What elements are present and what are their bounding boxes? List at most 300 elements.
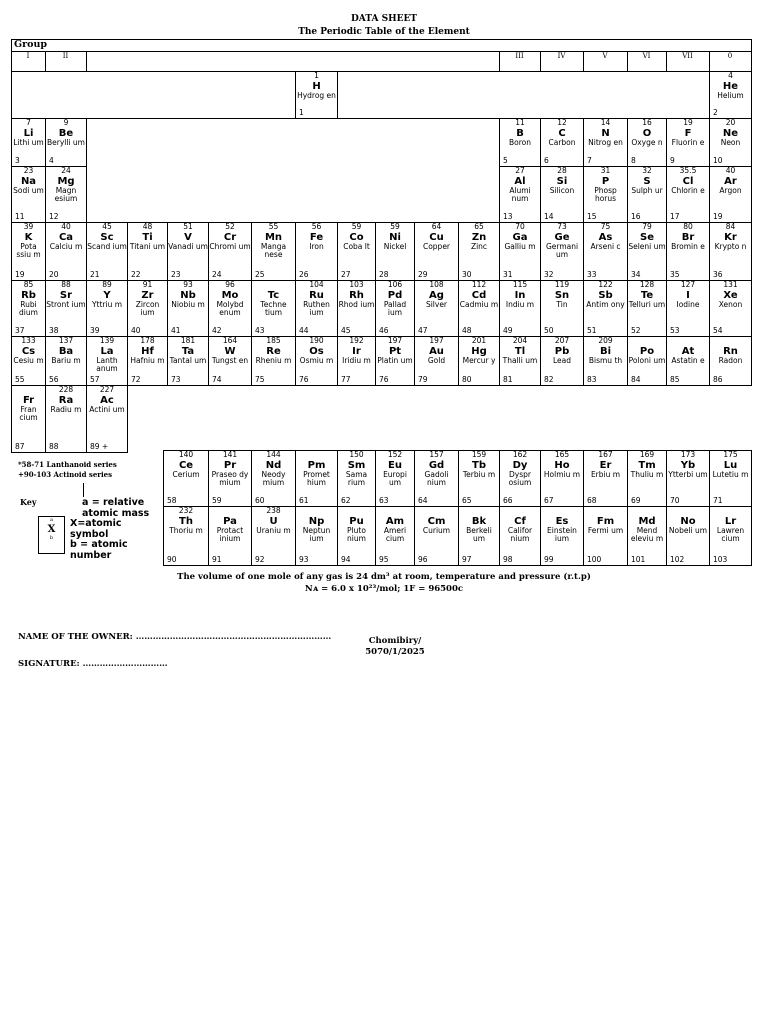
element-symbol: Li (23, 127, 34, 139)
element-cell (666, 118, 710, 167)
element-name: Molybd enum (216, 299, 244, 317)
atomic-number: 101 (631, 554, 646, 564)
page-subtitle: The Periodic Table of the Element (298, 27, 470, 37)
atomic-number: 76 (379, 374, 389, 384)
element-symbol: Cf (514, 515, 526, 527)
element-mass (296, 507, 337, 516)
atomic-number: 22 (131, 269, 141, 279)
element-mass (628, 337, 666, 346)
key-legend-a: a = relative atomic mass (82, 497, 150, 519)
element-name: Lawren cium (716, 525, 745, 543)
element-cell (414, 280, 459, 337)
element-name: Scand ium (87, 241, 127, 251)
element-symbol: As (598, 231, 613, 243)
element-mass: 85 (23, 280, 34, 289)
element-mass: 35.5 (679, 166, 697, 175)
element-name: Sulph ur (631, 185, 663, 195)
element-mass: 228 (58, 385, 74, 394)
element-mass: 165 (554, 450, 570, 459)
element-mass: 80 (683, 222, 693, 231)
element-mass: 140 (178, 450, 194, 459)
element-symbol: Ne (722, 127, 739, 139)
element-symbol: Ga (512, 231, 528, 243)
element-mass: 24 (61, 166, 71, 175)
element-mass: 93 (183, 280, 193, 289)
element-name: Cerium (172, 469, 200, 479)
element-mass: 115 (512, 280, 528, 289)
element-symbol: Rh (349, 289, 364, 301)
element-name: Stront ium (46, 299, 86, 309)
element-name: Actini um (89, 404, 125, 414)
element-name: Praseo dy mium (211, 469, 249, 487)
element-mass: 91 (142, 280, 153, 289)
element-symbol: Zr (141, 289, 154, 301)
element-cell (167, 336, 209, 386)
atomic-number: 8 (631, 155, 636, 165)
element-symbol: Dy (512, 459, 528, 471)
element-cell (627, 118, 667, 167)
element-name: Sodi um (13, 185, 44, 195)
atomic-number: 73 (171, 374, 181, 384)
element-name: Argon (719, 185, 742, 195)
element-mass: 59 (390, 222, 400, 231)
element-cell (540, 336, 584, 386)
element-cell (375, 280, 415, 337)
element-symbol: Ru (309, 289, 324, 301)
atomic-number: 70 (670, 495, 680, 505)
element-name: Galliu m (504, 241, 536, 251)
element-name: Germani um (545, 241, 579, 259)
element-name: Erbiu m (590, 469, 621, 479)
element-mass: 209 (598, 336, 613, 345)
atomic-number: 82 (544, 374, 554, 384)
atomic-number: 28 (379, 269, 389, 279)
element-mass: 27 (515, 166, 525, 175)
element-name: Silicon (549, 185, 575, 195)
element-name: Protact inium (216, 525, 244, 543)
atomic-number: 66 (503, 495, 513, 505)
atomic-number: 5 (503, 155, 508, 165)
element-mass: 103 (349, 280, 364, 289)
element-cell (458, 280, 500, 337)
element-mass: 207 (554, 336, 570, 345)
element-mass: 64 (431, 222, 442, 231)
element-name: Magn esium (54, 185, 78, 203)
atomic-number: 94 (341, 554, 351, 564)
atomic-number: 24 (212, 269, 222, 279)
element-name: Fermi um (587, 525, 624, 535)
atomic-number: 99 (544, 554, 554, 564)
gas-volume-note: The volume of one mole of any gas is 24 dm³ at room, temperature and pressure (r.t.p) (177, 572, 591, 582)
element-mass: 40 (725, 166, 736, 175)
element-cell (458, 506, 500, 566)
element-mass: 1 (314, 71, 319, 80)
element-name: Oxyge n (631, 137, 663, 147)
element-cell (11, 222, 46, 281)
element-cell (709, 71, 752, 119)
element-symbol: Lr (724, 515, 737, 527)
atomic-number: 45 (341, 325, 351, 335)
element-symbol: Ac (100, 394, 114, 406)
element-name: Antim ony (586, 299, 625, 309)
element-symbol: Tm (638, 459, 656, 471)
element-mass: 16 (642, 118, 652, 127)
element-cell (666, 450, 710, 507)
element-cell (583, 118, 628, 167)
element-symbol: Nd (265, 459, 282, 471)
atomic-number: 85 (670, 374, 680, 384)
element-name: Fluorin e (671, 137, 705, 147)
atomic-number: 9 (670, 155, 675, 165)
element-name: Tungst en (211, 355, 249, 365)
element-symbol: Ra (58, 394, 74, 406)
atomic-number: 27 (341, 269, 351, 279)
atomic-number: 39 (90, 325, 100, 335)
element-cell (540, 166, 584, 223)
atomic-number: 13 (503, 211, 513, 221)
atomic-number: 35 (670, 269, 680, 279)
element-mass: 45 (102, 222, 112, 231)
atomic-number: 97 (462, 554, 472, 564)
element-mass: 190 (309, 336, 324, 345)
element-symbol: Cl (682, 175, 694, 187)
element-mass: 144 (266, 450, 281, 459)
atomic-number: 96 (418, 554, 428, 564)
element-name: Lead (552, 355, 572, 365)
element-cell (167, 222, 209, 281)
atomic-number: 11 (15, 211, 25, 221)
element-name: Terbiu m (462, 469, 496, 479)
element-symbol: Bk (471, 515, 487, 527)
atomic-number: 7 (587, 155, 592, 165)
element-symbol: Cm (427, 515, 446, 527)
element-name: Krypto n (714, 241, 747, 251)
group-divider (86, 51, 87, 72)
atomic-number: 60 (255, 495, 265, 505)
atomic-number: 91 (212, 554, 222, 564)
element-cell (627, 280, 667, 337)
element-symbol: Cd (471, 289, 487, 301)
element-name: Neody mium (261, 469, 286, 487)
element-cell (666, 222, 710, 281)
element-mass: 4 (728, 71, 733, 80)
signature-field[interactable]: SIGNATURE: ………………………… (18, 659, 168, 669)
element-cell (583, 222, 628, 281)
element-name: Cesiu m (13, 355, 44, 365)
element-name: Mercur y (462, 355, 496, 365)
element-mass (415, 507, 458, 516)
element-name: Calciu m (49, 241, 83, 251)
element-cell (627, 222, 667, 281)
atomic-number: 80 (462, 374, 472, 384)
atomic-number: 41 (171, 325, 181, 335)
atomic-number: 62 (341, 495, 351, 505)
element-mass: 75 (600, 222, 611, 231)
element-name: Radiu m (50, 404, 82, 414)
element-mass: 28 (557, 166, 567, 175)
element-mass: 112 (471, 280, 487, 289)
element-name: Techne tium (260, 299, 287, 317)
key-pointer-line (83, 483, 84, 497)
atomic-number: 14 (544, 211, 554, 221)
element-cell (127, 336, 168, 386)
atomic-number: 49 (503, 325, 513, 335)
element-name: Boron (509, 137, 531, 147)
atomic-number: 90 (167, 554, 177, 564)
key-legend-x: X=atomic symbol (70, 518, 122, 540)
element-symbol: S (643, 175, 651, 187)
element-mass: 48 (142, 222, 153, 231)
element-symbol: Pb (554, 345, 570, 357)
element-name: Chromi um (209, 241, 251, 251)
element-name: Zircon ium (135, 299, 160, 317)
element-mass (584, 507, 627, 516)
element-name: Seleni um (628, 241, 666, 251)
element-cell (583, 450, 628, 507)
key-label: Key (20, 497, 37, 507)
element-cell (208, 450, 252, 507)
element-cell (208, 506, 252, 566)
element-cell (45, 280, 87, 337)
element-mass (12, 386, 45, 395)
element-name: Nickel (383, 241, 407, 251)
group-label: Group (14, 39, 48, 50)
atomic-number: 32 (544, 269, 554, 279)
atomic-number: 40 (131, 325, 141, 335)
element-name: Copper (422, 241, 451, 251)
element-symbol: Nb (180, 289, 196, 301)
element-symbol: Fe (309, 231, 324, 243)
element-name: Bromin e (671, 241, 705, 251)
key-box-a: a (50, 517, 53, 523)
element-cell (163, 450, 209, 507)
element-symbol: Pu (349, 515, 364, 527)
element-mass: 11 (515, 118, 525, 127)
element-name: Rubi dium (19, 299, 38, 317)
element-mass (710, 337, 751, 346)
element-name: Neon (720, 137, 741, 147)
element-name: Thuliu m (630, 469, 664, 479)
element-mass: 232 (178, 506, 194, 515)
element-mass: 23 (23, 166, 34, 175)
element-name: Holmiu m (543, 469, 581, 479)
atomic-number: 51 (587, 325, 597, 335)
element-symbol: Ba (58, 345, 74, 357)
element-cell (11, 280, 46, 337)
element-symbol: Si (556, 175, 568, 187)
atomic-number: 95 (379, 554, 389, 564)
element-cell (45, 118, 87, 167)
element-mass: 32 (642, 166, 652, 175)
atomic-number: 86 (713, 374, 723, 384)
element-symbol: Tc (267, 289, 280, 301)
element-cell (583, 506, 628, 566)
element-mass: 192 (349, 336, 364, 345)
element-mass: 84 (725, 222, 736, 231)
atomic-number: 3 (15, 155, 20, 165)
atomic-number: 52 (631, 325, 641, 335)
element-symbol: Bi (599, 345, 612, 357)
element-cell (86, 385, 128, 453)
element-name: Telluri um (628, 299, 666, 309)
element-name: Poloni um (628, 355, 666, 365)
atomic-number: 29 (418, 269, 428, 279)
element-mass (541, 507, 583, 516)
element-symbol: Ar (724, 175, 737, 187)
element-symbol: Am (385, 515, 405, 527)
element-mass: 55 (268, 222, 279, 231)
element-mass: 238 (266, 506, 281, 515)
element-mass: 104 (309, 280, 324, 289)
group-number: 0 (727, 52, 733, 60)
atomic-number: 16 (631, 211, 641, 221)
element-cell (11, 385, 46, 453)
element-symbol: Rb (21, 289, 36, 301)
element-cell (540, 280, 584, 337)
element-cell (295, 71, 338, 119)
element-cell (337, 336, 376, 386)
atomic-number: 61 (299, 495, 309, 505)
element-mass (628, 507, 666, 516)
element-name: Lanth anum (96, 355, 118, 373)
element-symbol: B (516, 127, 524, 139)
element-cell (414, 450, 459, 507)
element-mass: 175 (723, 450, 738, 459)
element-name: Pluto nium (347, 525, 366, 543)
element-symbol: Es (555, 515, 569, 527)
period1-frame (11, 71, 752, 119)
element-cell (11, 118, 46, 167)
element-cell (375, 336, 415, 386)
element-mass: 14 (600, 118, 611, 127)
owner-name-field[interactable]: NAME OF THE OWNER: …………………………………………………………… (18, 632, 332, 642)
element-name: Niobiu m (171, 299, 205, 309)
element-name: Alumi num (509, 185, 531, 203)
element-cell (583, 336, 628, 386)
page-title: DATA SHEET (350, 14, 418, 24)
element-mass (338, 507, 375, 516)
element-mass: 79 (642, 222, 652, 231)
element-name: Gadoli nium (424, 469, 449, 487)
atomic-number: 25 (255, 269, 265, 279)
atomic-number: 42 (212, 325, 222, 335)
element-mass: 128 (639, 280, 655, 289)
element-cell (45, 222, 87, 281)
element-name: Yttriu m (91, 299, 123, 309)
element-symbol: Ho (554, 459, 570, 471)
element-symbol: Kr (724, 231, 737, 243)
element-name: Osmiu m (299, 355, 334, 365)
atomic-number: 55 (15, 374, 25, 384)
element-mass (376, 507, 414, 516)
element-name: Uraniu m (256, 525, 291, 535)
paper-code-line2: 5070/1/2025 (365, 647, 425, 657)
atomic-number: 57 (90, 374, 100, 384)
element-symbol: Sr (59, 289, 73, 301)
element-symbol: Np (308, 515, 325, 527)
element-symbol: He (722, 80, 739, 92)
atomic-number: 10 (713, 155, 723, 165)
element-cell (86, 222, 128, 281)
key-box-x: X (47, 524, 56, 535)
lanthanoid-note: *58-71 Lanthanoid series (18, 460, 117, 469)
element-symbol: N (601, 127, 610, 139)
paper-code-line1: Chomibiry/ (368, 636, 422, 646)
element-name: Coba lt (343, 241, 370, 251)
group-number: III (515, 52, 524, 60)
element-name: Gold (427, 355, 446, 365)
element-mass: 197 (387, 336, 403, 345)
atomic-number: 44 (299, 325, 309, 335)
element-symbol: La (100, 345, 114, 357)
element-mass (710, 507, 751, 516)
element-symbol: Th (179, 515, 193, 527)
element-symbol: V (184, 231, 192, 243)
element-cell (709, 450, 752, 507)
element-name: Berkeli um (466, 525, 492, 543)
element-cell (337, 222, 376, 281)
atomic-number: 100 (587, 554, 602, 564)
atomic-number: 50 (544, 325, 554, 335)
element-symbol: Pt (388, 345, 402, 357)
element-symbol: Eu (388, 459, 402, 471)
element-mass: 20 (725, 118, 736, 127)
atomic-number: 38 (49, 325, 59, 335)
atomic-number: 43 (255, 325, 265, 335)
element-symbol: F (684, 127, 692, 139)
element-mass: 52 (225, 222, 235, 231)
element-symbol: Mo (221, 289, 239, 301)
group-number: IV (557, 52, 566, 60)
atomic-number: 84 (631, 374, 641, 384)
element-mass: 227 (99, 385, 115, 394)
element-name: Hafniu m (130, 355, 165, 365)
element-symbol: Tb (472, 459, 486, 471)
element-symbol: Be (58, 127, 74, 139)
element-name: Rhod ium (338, 299, 375, 309)
element-symbol: Mg (57, 175, 75, 187)
atomic-number: 93 (299, 554, 309, 564)
element-name: Platin um (377, 355, 413, 365)
constants-note: Nᴀ = 6.0 x 10²³/mol; 1F = 96500c (304, 584, 464, 594)
element-cell (251, 336, 296, 386)
group-number: I (26, 52, 30, 60)
element-cell (167, 280, 209, 337)
atomic-number: 77 (341, 374, 351, 384)
atomic-number: 4 (49, 155, 54, 165)
element-cell (709, 166, 752, 223)
key-legend (70, 498, 150, 561)
element-cell (337, 450, 376, 507)
element-name: Tantal um (169, 355, 207, 365)
element-cell (295, 280, 338, 337)
element-cell (295, 506, 338, 566)
element-cell (458, 336, 500, 386)
element-cell (499, 506, 541, 566)
element-mass: 56 (311, 222, 322, 231)
element-name: Califor nium (507, 525, 533, 543)
element-symbol: Os (309, 345, 324, 357)
element-symbol: U (269, 515, 278, 527)
element-cell (337, 506, 376, 566)
actinoid-note: +90-103 Actinoid series (18, 470, 113, 479)
element-cell (208, 222, 252, 281)
atomic-number: 21 (90, 269, 100, 279)
element-cell (414, 336, 459, 386)
element-cell (666, 280, 710, 337)
element-mass: 141 (222, 450, 238, 459)
element-symbol: Sc (100, 231, 114, 243)
